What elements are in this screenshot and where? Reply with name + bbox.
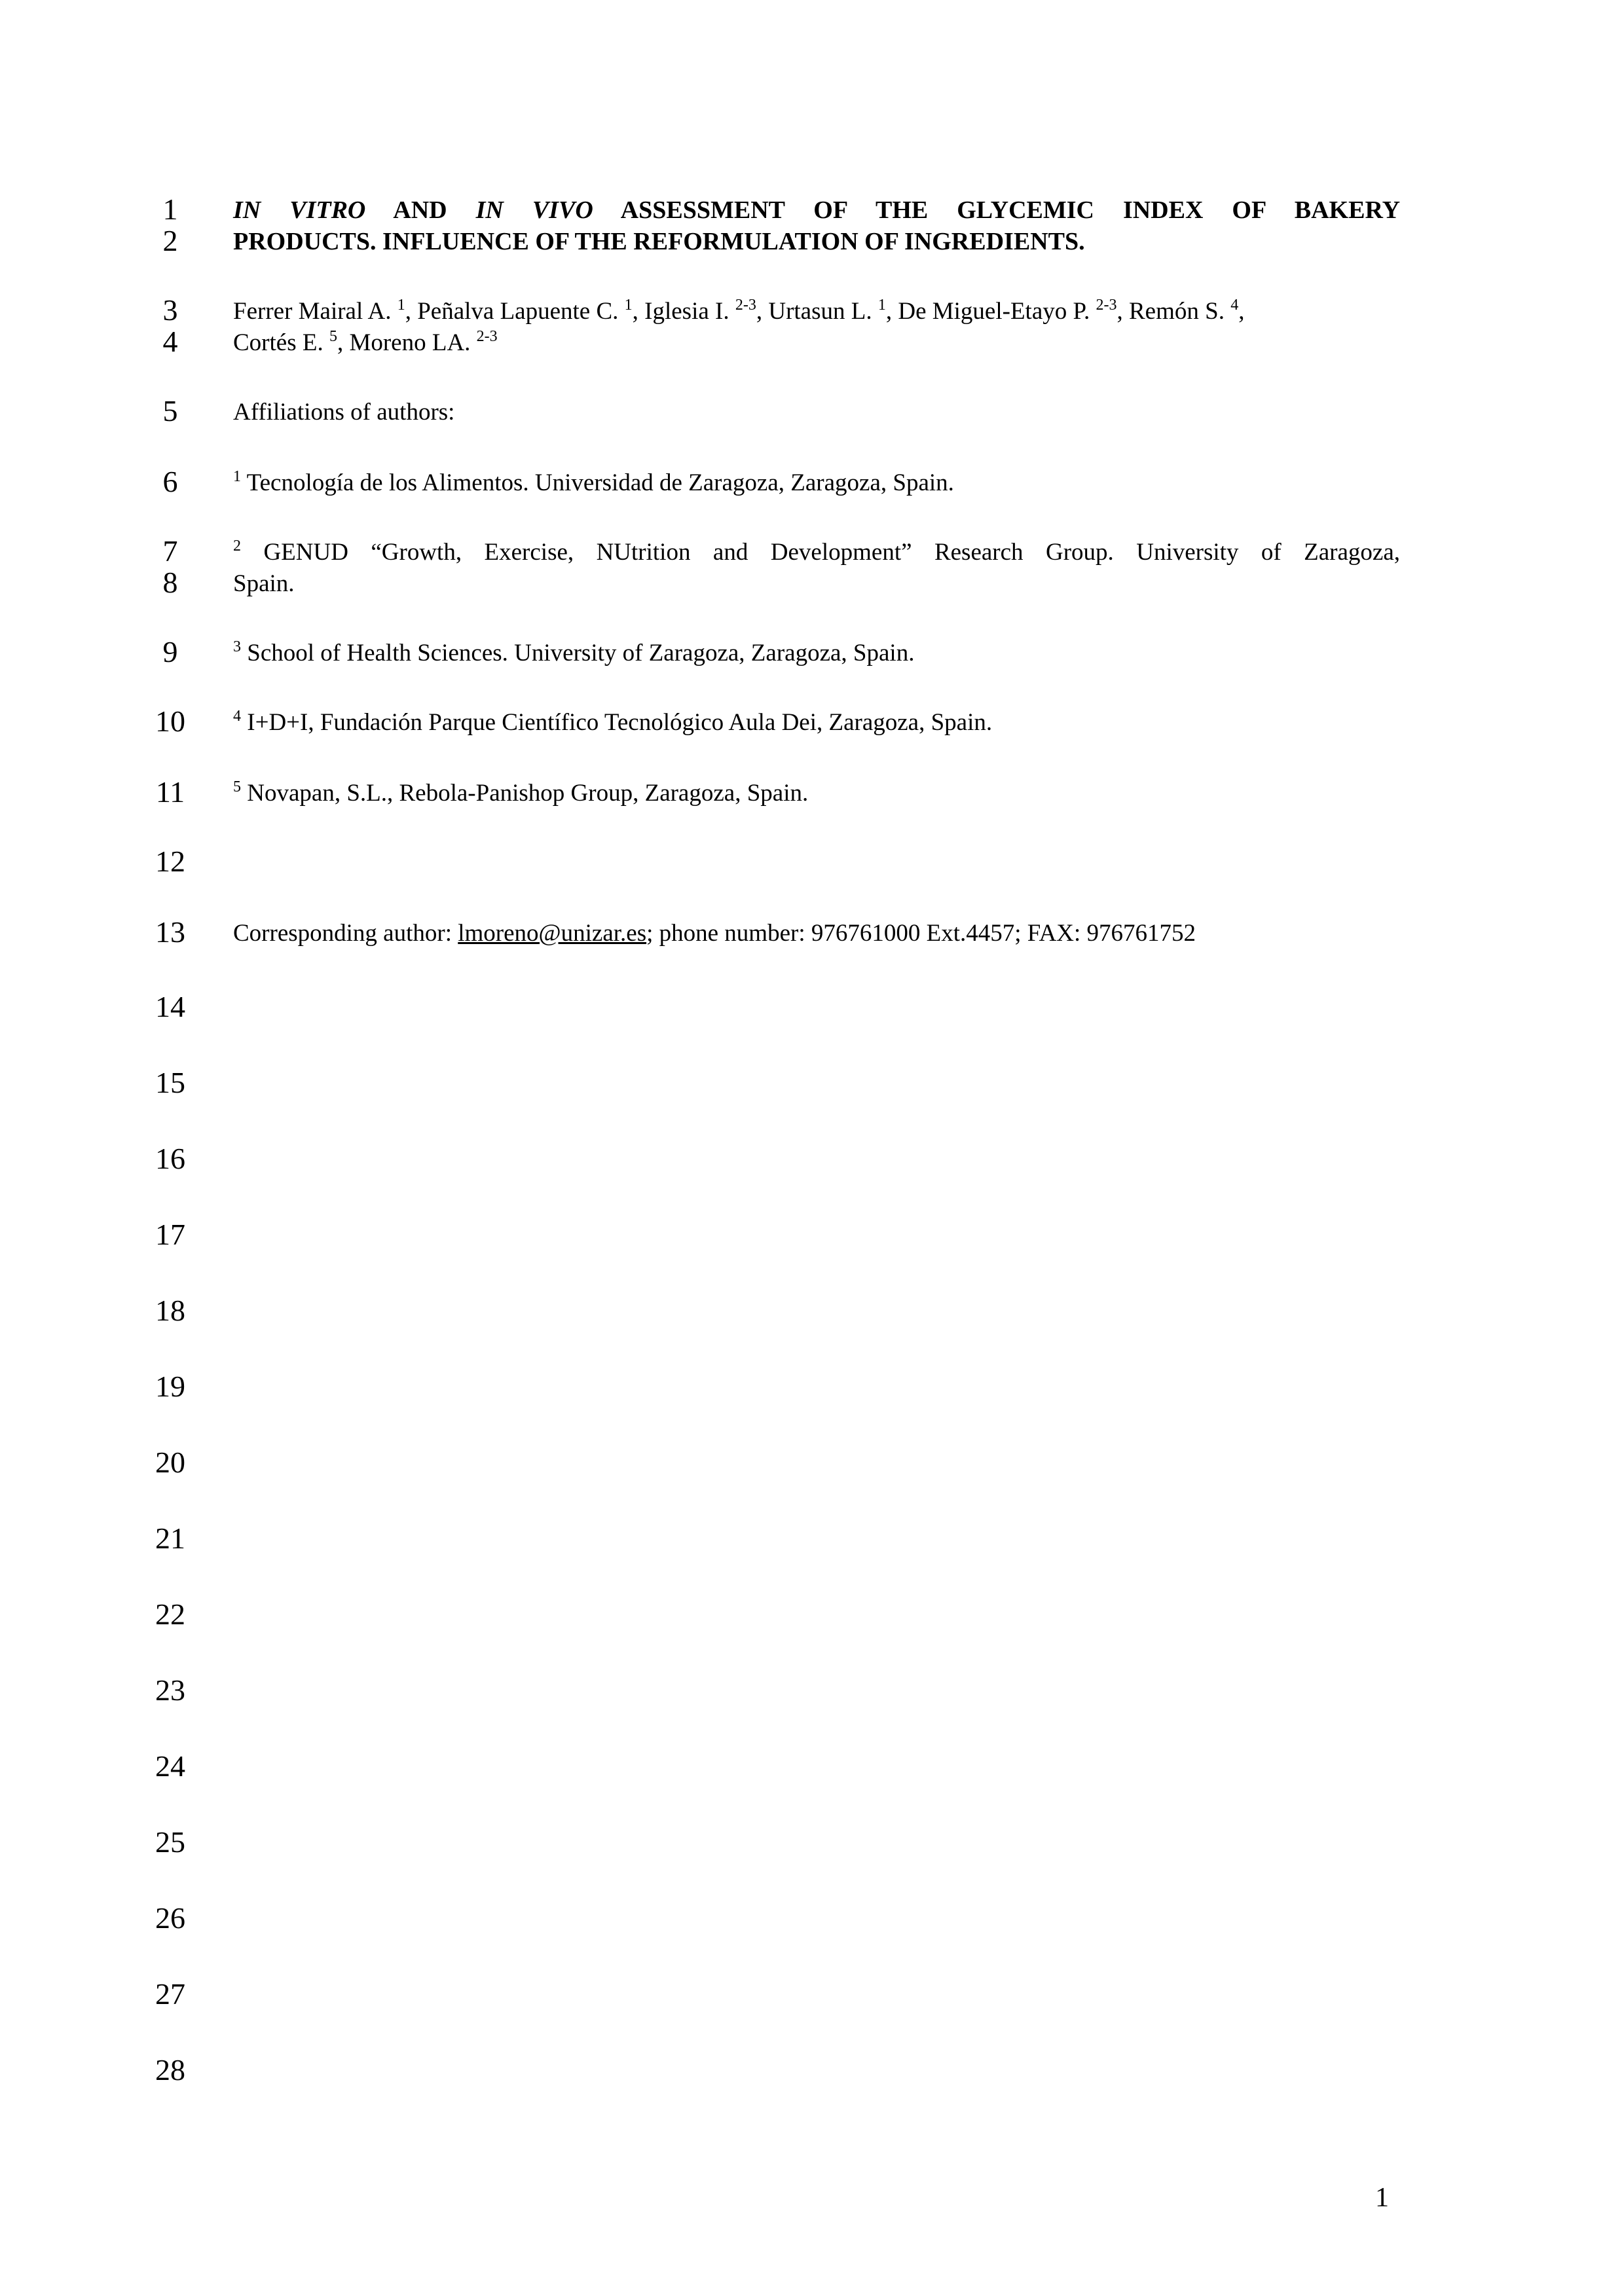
line-number: 1 [162, 192, 178, 226]
affiliation-text: GENUD “Growth, Exercise, NUtrition and Development” Research Group. University of Zaragoza, [241, 539, 1400, 566]
title-and: AND [365, 196, 476, 224]
line-number: 23 [155, 1673, 185, 1707]
affiliation-text: School of Health Sciences. University of Zaragoza, Zaragoza, Spain. [241, 640, 915, 666]
author-affiliation-sup: 1 [877, 297, 886, 314]
line-number: 8 [162, 566, 178, 599]
line-number: 9 [162, 635, 178, 668]
affiliations-heading: Affiliations of authors: [233, 399, 455, 426]
line-number: 21 [155, 1522, 185, 1555]
line-number: 11 [155, 775, 185, 809]
affiliation-sup: 4 [233, 708, 241, 725]
author-name: Cortés E. [233, 329, 329, 356]
line-number: 28 [155, 2053, 185, 2086]
line-number: 5 [162, 394, 178, 428]
line-number: 18 [155, 1294, 185, 1327]
author-affiliation-sup: 5 [329, 328, 337, 345]
line-number: 20 [155, 1446, 185, 1479]
affiliation-3 [233, 638, 1400, 668]
line-number: 13 [155, 915, 185, 949]
affiliation-sup: 5 [233, 778, 241, 795]
line-number: 19 [155, 1370, 185, 1403]
corresponding-contact-details: ; phone number: 976761000 Ext.4457; FAX: 976761752 [646, 920, 1196, 947]
author-name: , Remón S. [1116, 298, 1231, 325]
line-number: 27 [155, 1977, 185, 2011]
corresponding-email-link[interactable]: lmoreno@unizar.es [458, 920, 647, 947]
author-name: , Moreno LA. [337, 329, 477, 356]
title-italic-in-vitro: IN VITRO [233, 196, 366, 224]
author-name: , De Miguel-Etayo P. [885, 298, 1096, 325]
title-italic-in-vivo: IN VIVO [475, 196, 593, 224]
affiliation-text: Tecnología de los Alimentos. Universidad de Zaragoza, Zaragoza, Spain. [241, 469, 954, 496]
line-number: 2 [162, 224, 178, 257]
paper-title-line-2: PRODUCTS. INFLUENCE OF THE REFORMULATION OF INGREDIENTS. [233, 228, 1085, 255]
corresponding-label: Corresponding author: [233, 920, 458, 947]
line-number: 25 [155, 1825, 185, 1859]
author-separator: , [1238, 298, 1245, 325]
affiliation-sup: 2 [233, 538, 241, 555]
line-number: 22 [155, 1597, 185, 1631]
author-affiliation-sup: 1 [624, 297, 633, 314]
authors-line-2 [233, 327, 1400, 358]
authors-line-1 [233, 296, 1400, 327]
line-number: 15 [155, 1066, 185, 1099]
line-number: 14 [155, 990, 185, 1023]
affiliation-2-continued: Spain. [233, 570, 295, 597]
author-name: , Peñalva Lapuente C. [405, 298, 625, 325]
affiliation-4 [233, 707, 1400, 738]
page-number: 1 [1375, 2183, 1389, 2213]
author-name: , Urtasun L. [756, 298, 878, 325]
author-affiliation-sup: 2-3 [476, 328, 498, 345]
line-number: 10 [155, 704, 185, 738]
line-number: 17 [155, 1218, 185, 1251]
author-affiliation-sup: 2-3 [1096, 297, 1117, 314]
affiliation-text: I+D+I, Fundación Parque Científico Tecnológico Aula Dei, Zaragoza, Spain. [241, 709, 993, 736]
line-number: 6 [162, 465, 178, 498]
line-number: 26 [155, 1901, 185, 1935]
author-name: Ferrer Mairal A. [233, 298, 397, 325]
line-number: 7 [162, 534, 178, 568]
affiliation-5 [233, 778, 1400, 809]
line-number: 16 [155, 1142, 185, 1175]
author-affiliation-sup: 4 [1230, 297, 1239, 314]
affiliation-sup: 3 [233, 638, 241, 655]
affiliation-sup: 1 [233, 468, 241, 485]
affiliation-text: Novapan, S.L., Rebola-Panishop Group, Zaragoza, Spain. [241, 780, 809, 807]
line-number: 3 [162, 293, 178, 327]
affiliation-1 [233, 467, 1400, 498]
line-number: 12 [155, 845, 185, 878]
line-number: 4 [162, 325, 178, 358]
title-rest: ASSESSMENT OF THE GLYCEMIC INDEX OF BAKERY [593, 196, 1401, 224]
affiliation-2 [233, 537, 1400, 568]
author-name: , Iglesia I. [632, 298, 735, 325]
author-affiliation-sup: 2-3 [735, 297, 756, 314]
author-affiliation-sup: 1 [397, 297, 405, 314]
line-number: 24 [155, 1749, 185, 1783]
paper-title-line-1 [233, 195, 1400, 226]
corresponding-author [233, 918, 1400, 949]
